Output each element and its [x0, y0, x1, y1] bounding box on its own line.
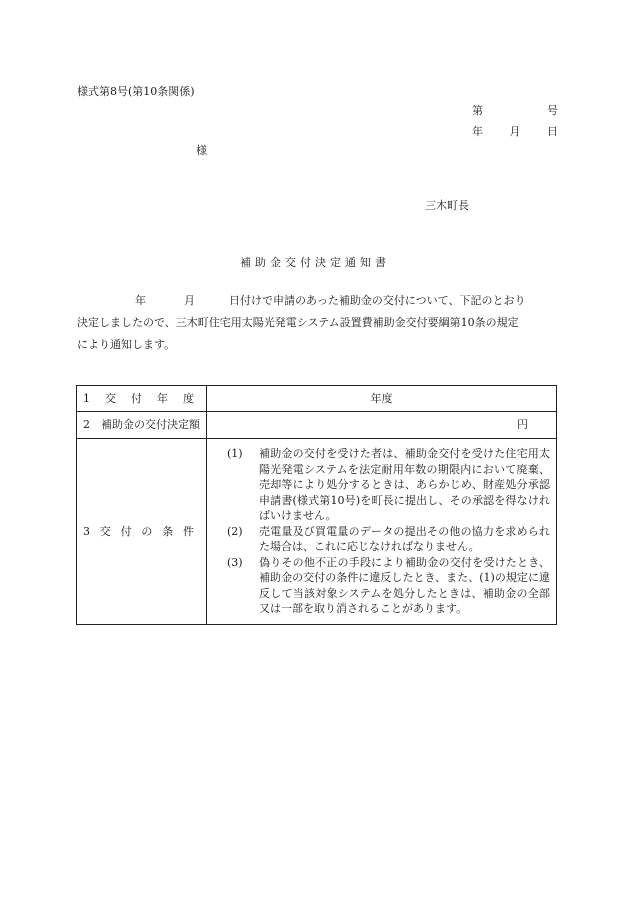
label-char: 交 — [99, 524, 111, 538]
item-number: (1) — [227, 447, 243, 461]
document-number — [472, 103, 558, 119]
decision-table — [76, 385, 557, 625]
conditions-list — [213, 446, 550, 617]
item-text: 売電量及び買電量のデータの提出その他の協力を求められた場合は、これに応じなければなりません。 — [259, 524, 550, 554]
label-char: 付 — [120, 524, 132, 538]
fiscal-year-value: 年度 — [207, 386, 557, 412]
label-char: 件 — [182, 524, 194, 538]
grant-amount-label: 2 補助金の交付決定額 — [77, 412, 207, 439]
list-item — [213, 555, 550, 617]
table-row — [77, 439, 557, 625]
item-number: (2) — [227, 524, 243, 538]
issuer-name: 三木町長 — [425, 199, 469, 212]
issue-date — [472, 124, 558, 140]
table-row — [77, 412, 557, 439]
label-char: の — [141, 524, 153, 538]
item-number: (3) — [227, 555, 243, 569]
addressee: 様 — [196, 144, 207, 157]
date-month: 月 — [509, 125, 521, 138]
date-day: 日 — [547, 125, 558, 138]
doc-no-prefix: 第 — [472, 104, 483, 117]
row-number: 3 — [83, 524, 90, 538]
doc-no-suffix: 号 — [547, 104, 558, 117]
document-title: 補助金交付決定通知書 — [240, 256, 390, 269]
fiscal-year-label — [77, 386, 207, 412]
table-row — [77, 386, 557, 412]
form-number: 様式第8号(第10条関係) — [77, 85, 195, 98]
item-text: 偽りその他不正の手段により補助金の交付を受けたとき、補助金の交付の条件に違反したとき、また、(1)の規定に違反して当該対象システムを処分したときは、補助金の全部又は一部を取り消されることがあります。 — [259, 555, 550, 616]
body-line-3: により通知します。 — [77, 338, 176, 351]
notice-body — [77, 290, 557, 356]
list-item — [213, 524, 550, 555]
body-month: 月 — [184, 294, 195, 307]
label-char: 年 — [157, 391, 168, 405]
body-line-1-rest: 日付けで申請のあった補助金の交付について、下記のとおり — [229, 294, 526, 307]
label-char: 付 — [131, 391, 142, 405]
label-char: 度 — [183, 391, 194, 405]
list-item — [213, 446, 550, 524]
conditions-label — [77, 439, 207, 625]
conditions-value — [207, 439, 557, 625]
body-line-2: 決定しましたので、三木町住宅用太陽光発電システム設置費補助金交付要綱第10条の規定 — [77, 316, 519, 329]
date-year: 年 — [472, 125, 483, 138]
label-char: 条 — [162, 524, 174, 538]
item-text: 補助金の交付を受けた者は、補助金交付を受けた住宅用太陽光発電システムを法定耐用年数の期限内において廃棄、売却等により処分するときは、あらかじめ、財産処分承認申請書(様式第10号)を町長に提出し、その承認を得なければいけません。 — [259, 447, 550, 523]
grant-amount-value: 円 — [207, 412, 557, 439]
label-char: 交 — [105, 391, 116, 405]
row-number: 1 — [83, 391, 90, 405]
body-year: 年 — [135, 294, 146, 307]
body-line-1 — [77, 290, 557, 312]
